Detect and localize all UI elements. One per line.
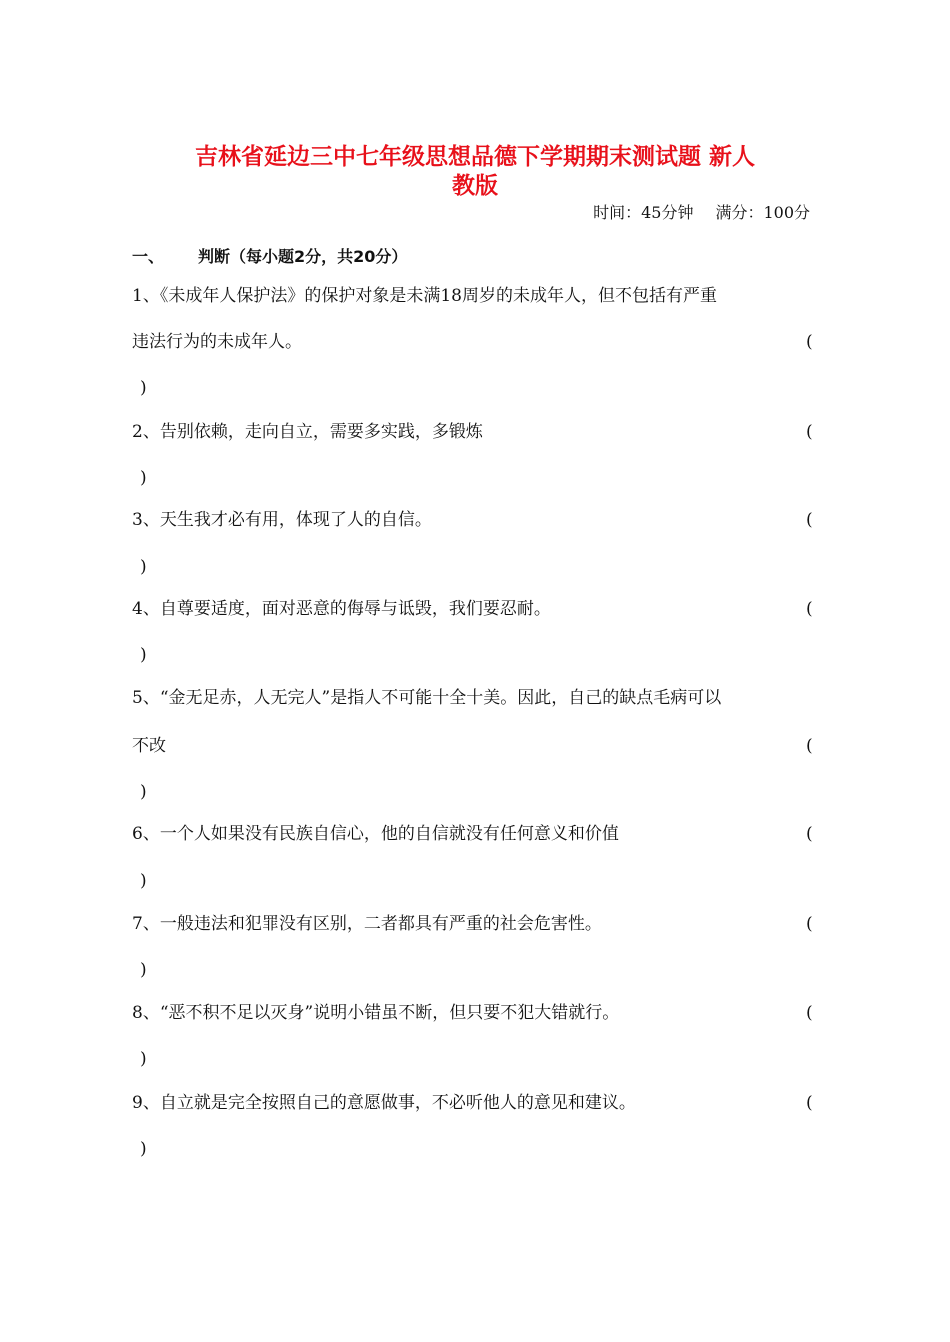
question-9-answer-close: ): [140, 1139, 147, 1159]
question-6-answer-open: (: [806, 824, 813, 844]
question-1-line2: 违法行为的未成年人。: [132, 332, 302, 352]
question-8-answer-close: ): [140, 1049, 147, 1069]
section-number: 一、: [132, 247, 165, 266]
question-3-answer-close: ): [140, 557, 147, 577]
question-4-answer-close: ): [140, 645, 147, 665]
question-2-answer-close: ): [140, 468, 147, 488]
exam-meta: [593, 200, 810, 223]
exam-score: 满分：100分: [715, 203, 810, 222]
question-5-answer-close: ): [140, 782, 147, 802]
question-4-answer-open: (: [806, 599, 813, 619]
question-8-text: 8、“恶不积不足以灭身”说明小错虽不断，但只要不犯大错就行。: [132, 1003, 620, 1023]
question-9-text: 9、自立就是完全按照自己的意愿做事，不必听他人的意见和建议。: [132, 1093, 636, 1113]
question-8-answer-open: (: [806, 1003, 813, 1023]
question-9-answer-open: (: [806, 1093, 813, 1113]
section-heading: [132, 244, 407, 267]
question-4-text: 4、自尊要适度，面对恶意的侮辱与诋毁，我们要忍耐。: [132, 599, 551, 619]
exam-time: 时间：45分钟: [593, 203, 694, 222]
question-2-text: 2、告别依赖，走向自立，需要多实践，多锻炼: [132, 422, 483, 442]
document-title-line1: 吉林省延边三中七年级思想品德下学期期末测试题 新人: [194, 144, 755, 170]
question-1-line1: 1、《未成年人保护法》的保护对象是未满18周岁的未成年人，但不包括有严重: [132, 286, 717, 306]
question-5-line2: 不改: [132, 736, 166, 756]
question-5-answer-open: (: [806, 736, 813, 756]
question-2-answer-open: (: [806, 422, 813, 442]
question-6-text: 6、一个人如果没有民族自信心，他的自信就没有任何意义和价值: [132, 824, 619, 844]
question-3-text: 3、天生我才必有用，体现了人的自信。: [132, 510, 432, 530]
question-7-answer-open: (: [806, 914, 813, 934]
question-3-answer-open: (: [806, 510, 813, 530]
question-1-answer-close: ): [140, 378, 147, 398]
question-7-text: 7、一般违法和犯罪没有区别，二者都具有严重的社会危害性。: [132, 914, 602, 934]
section-title: 判断（每小题2分，共20分）: [198, 247, 408, 266]
question-7-answer-close: ): [140, 960, 147, 980]
question-6-answer-close: ): [140, 871, 147, 891]
document-title-line2: 教版: [452, 173, 498, 199]
question-1-answer-open: (: [806, 332, 813, 352]
question-5-line1: 5、“金无足赤，人无完人”是指人不可能十全十美。因此，自己的缺点毛病可以: [132, 688, 722, 708]
